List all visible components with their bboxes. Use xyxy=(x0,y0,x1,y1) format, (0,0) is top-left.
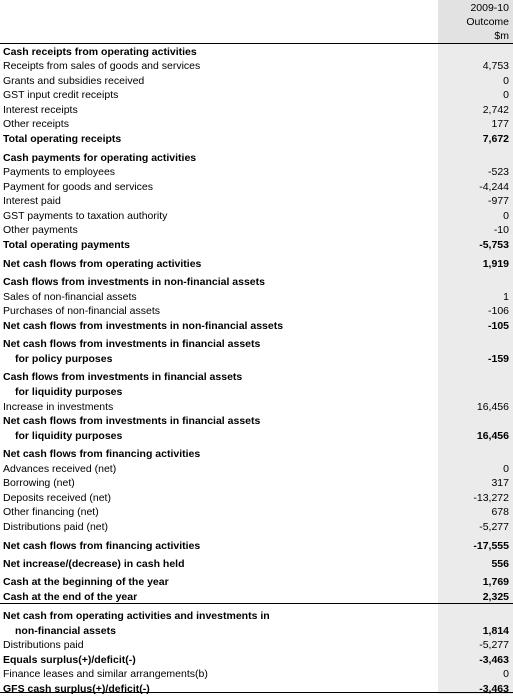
row-value: -3,463 xyxy=(479,683,509,695)
row-label: Cash receipts from operating activities xyxy=(3,46,197,58)
table-row xyxy=(0,165,513,179)
row-value: 317 xyxy=(491,477,509,489)
row-label: Receipts from sales of goods and services xyxy=(3,60,201,72)
row-label: Interest receipts xyxy=(3,104,78,116)
table-row xyxy=(0,88,513,102)
table-row xyxy=(0,638,513,652)
row-label: Cash payments for operating activities xyxy=(3,152,197,164)
table-row xyxy=(0,45,513,59)
row-label: Sales of non-financial assets xyxy=(3,291,137,303)
row-label: Distributions paid (net) xyxy=(3,521,109,533)
row-value: -159 xyxy=(487,353,509,365)
table-row xyxy=(0,557,513,571)
table-row xyxy=(0,290,513,304)
row-label: Net cash flows from investments in financial assets xyxy=(3,338,261,350)
row-label: Other payments xyxy=(3,224,78,236)
row-label: Increase in investments xyxy=(3,401,114,413)
table-row xyxy=(0,319,513,333)
row-value: 0 xyxy=(503,463,509,475)
table-row xyxy=(0,575,513,589)
section-rule xyxy=(0,603,513,604)
row-label: for liquidity purposes xyxy=(15,430,123,442)
table-row xyxy=(0,400,513,414)
bottom-rule xyxy=(0,692,513,693)
table-row xyxy=(0,414,513,428)
column-header-year: 2009-10 xyxy=(470,2,509,14)
table-row xyxy=(0,476,513,490)
table-row xyxy=(0,505,513,519)
row-label: Net cash flows from investments in non-financial assets xyxy=(3,320,284,332)
row-label: Net cash flows from operating activities xyxy=(3,258,202,270)
row-label: Net cash flows from investments in financial assets xyxy=(3,415,261,427)
row-value: 0 xyxy=(503,210,509,222)
row-value: -523 xyxy=(487,166,509,178)
row-label: Cash at the end of the year xyxy=(3,591,138,603)
row-value: -10 xyxy=(493,224,509,236)
row-value: -105 xyxy=(487,320,509,332)
row-label: Cash at the beginning of the year xyxy=(3,576,169,588)
row-value: 4,753 xyxy=(482,60,509,72)
row-value: 1,814 xyxy=(482,625,509,637)
row-label: Advances received (net) xyxy=(3,463,117,475)
row-label: Total operating payments xyxy=(3,239,130,251)
row-value: 1,769 xyxy=(482,576,509,588)
table-row xyxy=(0,624,513,638)
row-label: Payments to employees xyxy=(3,166,116,178)
table-row xyxy=(0,132,513,146)
row-value: 16,456 xyxy=(476,401,509,413)
table-row xyxy=(0,491,513,505)
table-row xyxy=(0,352,513,366)
table-row xyxy=(0,180,513,194)
row-label: Interest paid xyxy=(3,195,61,207)
row-value: -4,244 xyxy=(479,181,509,193)
table-row xyxy=(0,462,513,476)
header-rule xyxy=(0,43,513,44)
row-label: Net cash flows from financing activities xyxy=(3,540,201,552)
row-value: -5,753 xyxy=(479,239,509,251)
table-row xyxy=(0,209,513,223)
row-label: GST input credit receipts xyxy=(3,89,119,101)
row-value: 2,325 xyxy=(482,591,509,603)
table-row xyxy=(0,667,513,681)
table-row xyxy=(0,117,513,131)
table-row xyxy=(0,370,513,384)
row-value: -17,555 xyxy=(473,540,509,552)
row-label: Other financing (net) xyxy=(3,506,99,518)
table-row xyxy=(0,238,513,252)
row-value: -13,272 xyxy=(473,492,509,504)
row-value: 1,919 xyxy=(482,258,509,270)
table-row xyxy=(0,429,513,443)
row-label: Finance leases and similar arrangements(b) xyxy=(3,668,208,680)
table-row xyxy=(0,447,513,461)
column-header-unit: $m xyxy=(494,30,509,42)
row-value: 678 xyxy=(491,506,509,518)
table-row xyxy=(0,590,513,604)
row-value: -3,463 xyxy=(479,654,509,666)
table-row xyxy=(0,103,513,117)
row-label: Cash flows from investments in non-financial assets xyxy=(3,276,265,288)
row-value: -106 xyxy=(487,305,509,317)
table-row xyxy=(0,223,513,237)
table-row xyxy=(0,520,513,534)
row-value: -977 xyxy=(487,195,509,207)
row-label: Deposits received (net) xyxy=(3,492,111,504)
table-row xyxy=(0,653,513,667)
row-label: Borrowing (net) xyxy=(3,477,75,489)
table-row xyxy=(0,385,513,399)
row-label: for policy purposes xyxy=(15,353,113,365)
row-value: -5,277 xyxy=(479,521,509,533)
row-value: 0 xyxy=(503,75,509,87)
row-label: Purchases of non-financial assets xyxy=(3,305,161,317)
table-row xyxy=(0,257,513,271)
row-value: 16,456 xyxy=(476,430,509,442)
row-label: GST payments to taxation authority xyxy=(3,210,168,222)
row-label: Grants and subsidies received xyxy=(3,75,145,87)
row-label: Payment for goods and services xyxy=(3,181,153,193)
row-label: for liquidity purposes xyxy=(15,386,123,398)
table-row xyxy=(0,609,513,623)
row-label: Cash flows from investments in financial assets xyxy=(3,371,243,383)
row-value: 177 xyxy=(491,118,509,130)
table-row xyxy=(0,275,513,289)
row-label: Net increase/(decrease) in cash held xyxy=(3,558,185,570)
row-label: GFS cash surplus(+)/deficit(-) xyxy=(3,683,150,695)
table-row xyxy=(0,74,513,88)
row-value: 7,672 xyxy=(482,133,509,145)
table-row xyxy=(0,539,513,553)
table-row xyxy=(0,337,513,351)
table-row xyxy=(0,194,513,208)
row-label: non-financial assets xyxy=(15,625,116,637)
row-value: 2,742 xyxy=(482,104,509,116)
row-value: 0 xyxy=(503,89,509,101)
row-label: Net cash flows from financing activities xyxy=(3,448,201,460)
row-value: 556 xyxy=(491,558,509,570)
row-label: Equals surplus(+)/deficit(-) xyxy=(3,654,136,666)
row-label: Distributions paid xyxy=(3,639,84,651)
row-value: -5,277 xyxy=(479,639,509,651)
row-value: 1 xyxy=(503,291,509,303)
column-header-outcome: Outcome xyxy=(466,16,509,28)
row-label: Net cash from operating activities and investments in xyxy=(3,610,270,622)
row-value: 0 xyxy=(503,668,509,680)
row-label: Other receipts xyxy=(3,118,69,130)
table-row xyxy=(0,59,513,73)
table-row xyxy=(0,304,513,318)
row-label: Total operating receipts xyxy=(3,133,122,145)
table-row xyxy=(0,151,513,165)
